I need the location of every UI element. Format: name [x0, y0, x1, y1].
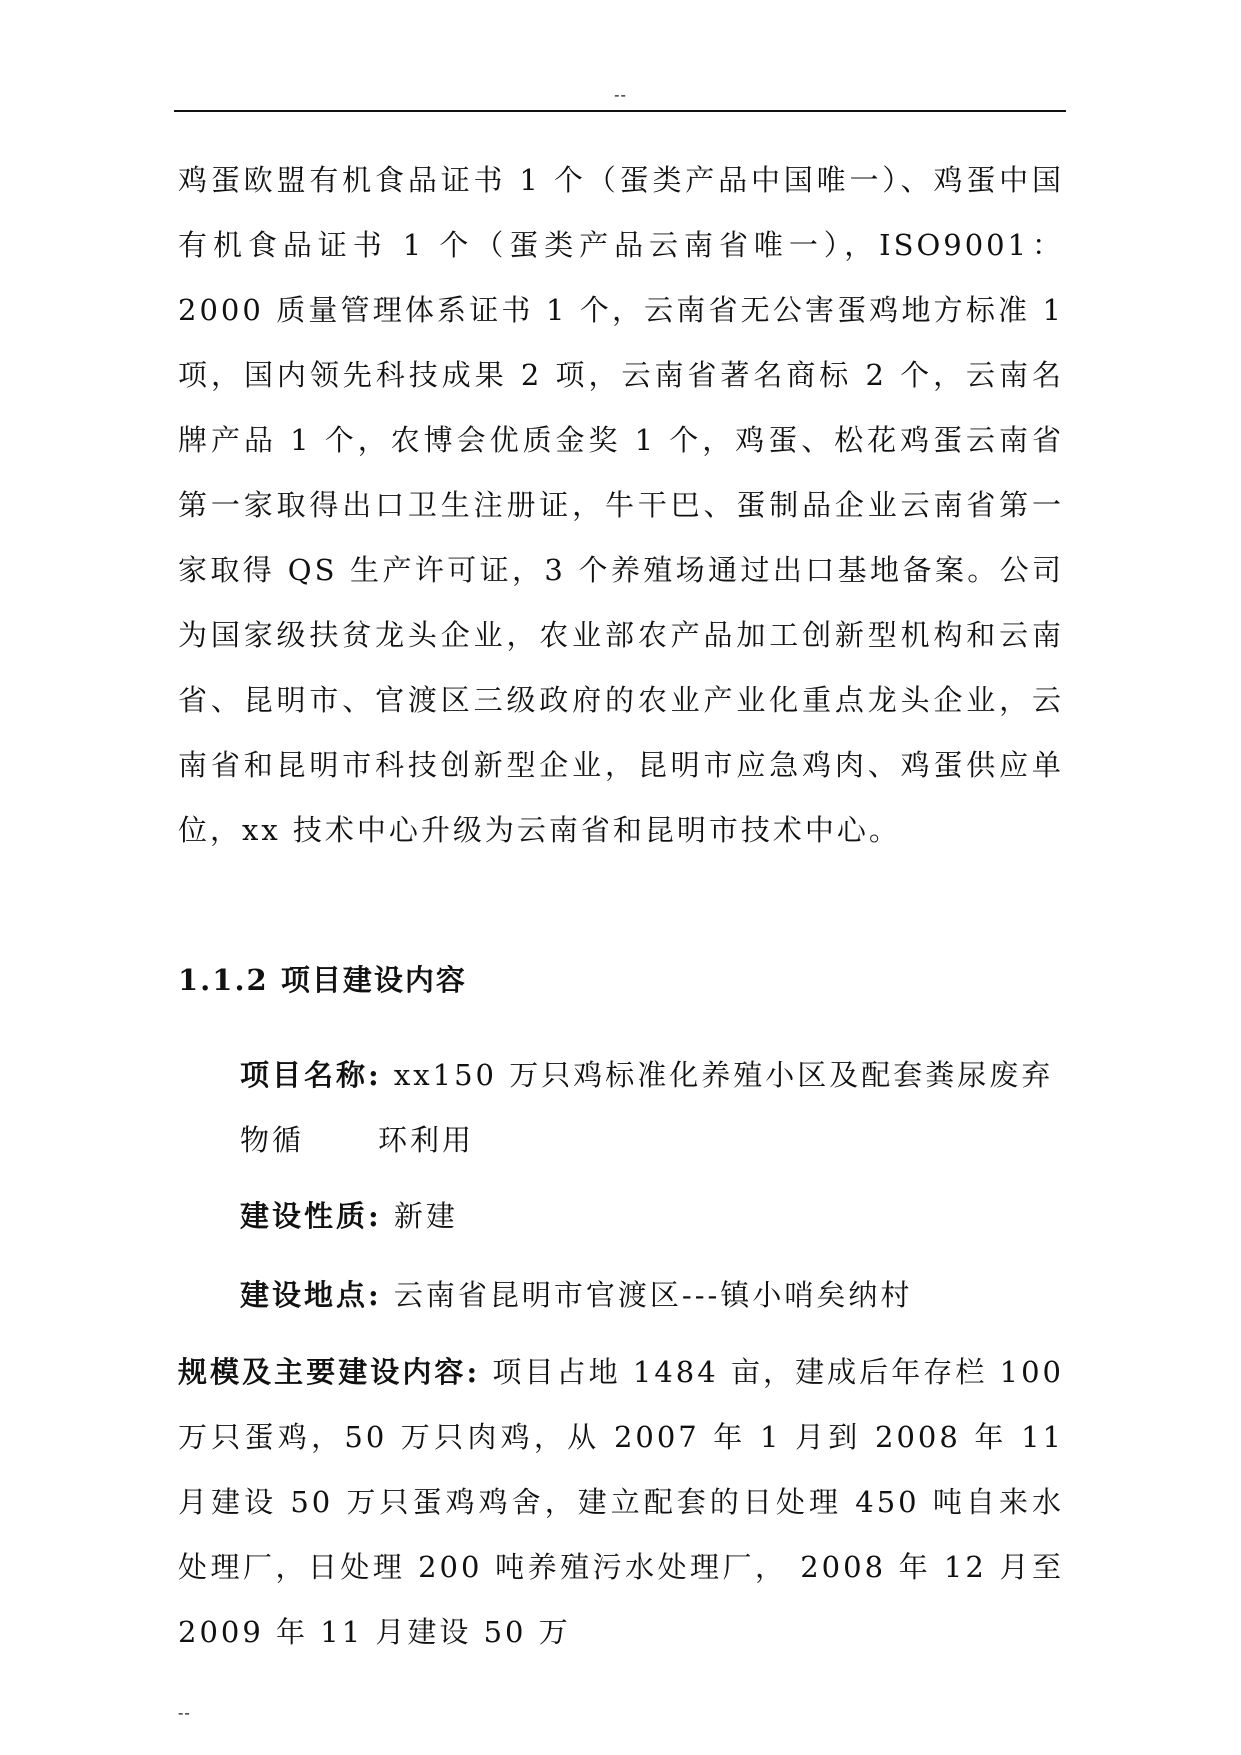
scale-content-value: 项目占地 1484 亩，建成后年存栏 100 万只蛋鸡，50 万只肉鸡，从 2007 年 1 月到 2008 年 11 月建设 50 万只蛋鸡鸡舍，建立配套的日处理 450 吨自来水处理厂，日处理 200 吨养殖污水处理厂， 2008 年 12 月至 2009 年 11 月建设 50 万	[178, 1355, 1064, 1649]
section-heading: 1.1.2 项目建设内容	[178, 963, 467, 997]
header-rule	[174, 110, 1066, 112]
page-footer-mark: --	[178, 1703, 191, 1722]
project-name-continuation: 环利用	[378, 1123, 475, 1157]
project-name-item	[240, 1043, 1064, 1173]
scale-content-label: 规模及主要建设内容:	[178, 1355, 481, 1389]
construction-location-item	[240, 1263, 912, 1328]
construction-nature-label: 建设性质:	[240, 1199, 382, 1233]
page-header-mark: --	[614, 85, 627, 104]
construction-location-label: 建设地点:	[240, 1278, 382, 1312]
project-name-label: 项目名称:	[240, 1058, 382, 1092]
construction-location-value: 云南省昆明市官渡区---镇小哨矣纳村	[381, 1278, 913, 1312]
construction-nature-item	[240, 1184, 458, 1249]
construction-nature-value: 新建	[381, 1199, 458, 1233]
project-name-value: xx150 万只鸡标准化养殖小区及配套粪尿废弃物循	[240, 1058, 1054, 1157]
intro-paragraph: 鸡蛋欧盟有机食品证书 1 个（蛋类产品中国唯一）、鸡蛋中国有机食品证书 1 个（蛋类产品云南省唯一），ISO9001：2000 质量管理体系证书 1 个，云南省无公害蛋鸡地方标准 1 项，国内领先科技成果 2 项，云南省著名商标 2 个，云南名牌产品 1 个，农博会优质金奖 1 个，鸡蛋、松花鸡蛋云南省第一家取得出口卫生注册证，牛干巴、蛋制品企业云南省第一家取得 QS 生产许可证，3 个养殖场通过出口基地备案。公司为国家级扶贫龙头企业，农业部农产品加工创新型机构和云南省、昆明市、官渡区三级政府的农业产业化重点龙头企业，云南省和昆明市科技创新型企业，昆明市应急鸡肉、鸡蛋供应单位，xx 技术中心升级为云南省和昆明市技术中心。	[178, 163, 1064, 847]
scale-content-paragraph	[178, 1340, 1064, 1665]
